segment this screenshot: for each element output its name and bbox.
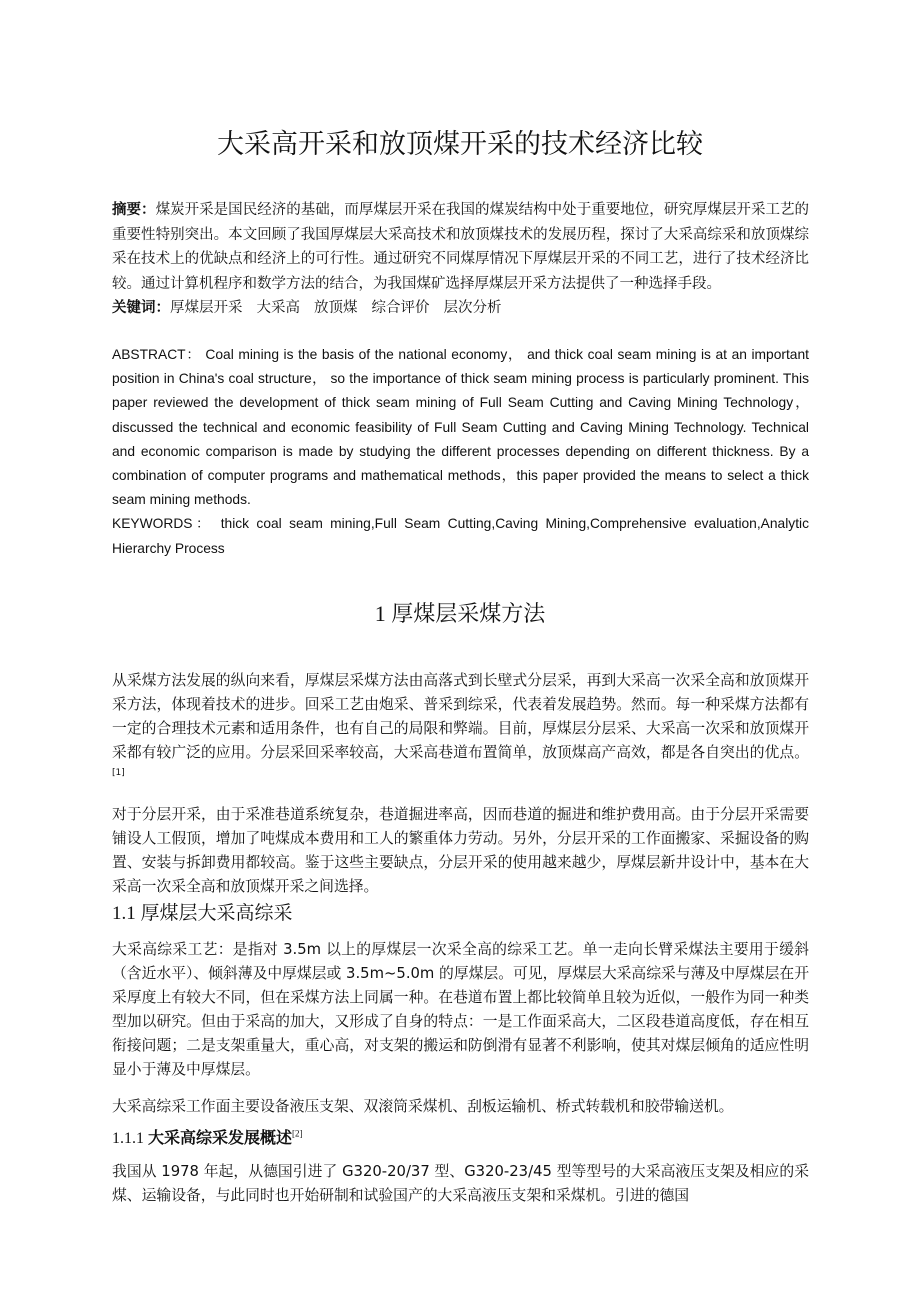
section-1-1-paragraph-2: 大采高综采工作面主要设备液压支架、双滚筒采煤机、刮板运输机、桥式转载机和胶带输送机。 xyxy=(112,1098,734,1115)
keywords-cn-label: 关键词： xyxy=(112,300,170,316)
keyword-cn-item: 厚煤层开采 xyxy=(170,300,243,316)
keywords-cn xyxy=(112,296,809,321)
keywords-en xyxy=(112,512,809,560)
section-1-1 xyxy=(112,899,809,929)
section-1-1-1-heading xyxy=(112,1126,809,1152)
section-title: 大采高综采发展概述 xyxy=(148,1130,293,1147)
section-1-paragraph-2: 对于分层开采，由于采准巷道系统复杂，巷道掘进率高，因而巷道的掘进和维护费用高。由于分层开采需要铺设人工假顶，增加了吨煤成本费用和工人的繁重体力劳动。另外，分层开采的工作面搬家、采掘设备的购置、安装与拆卸费用都较高。鉴于这些主要缺点，分层开采的使用越来越少，厚煤层新井设计中，基本在大采高一次采全高和放顶煤开采之间选择。 xyxy=(112,806,809,895)
abstract-en xyxy=(112,343,809,561)
keyword-cn-item: 综合评价 xyxy=(371,300,430,316)
abstract-cn-text: 煤炭开采是国民经济的基础，而厚煤层开采在我国的煤炭结构中处于重要地位，研究厚煤层开采工艺的重要性特别突出。本文回顾了我国厚煤层大采高技术和放顶煤技术的发展历程，探讨了大采高综采和放顶煤综采在技术上的优缺点和经济上的可行性。通过研究不同煤厚情况下厚煤层开采的不同工艺，进行了技术经济比较。通过计算机程序和数学方法的结合，为我国煤矿选择厚煤层开采方法提供了一种选择手段。 xyxy=(112,202,810,292)
abstract-cn-paragraph xyxy=(112,198,809,296)
citation-ref: [1] xyxy=(112,768,125,779)
keywords-en-text: thick coal seam mining,Full Seam Cutting,Caving Mining,Comprehensive evaluation,Analytic Hierarchy Process xyxy=(112,516,809,556)
abstract-cn xyxy=(112,198,809,321)
abstract-en-text: Coal mining is the basis of the national economy， and thick coal seam mining is at an important position in China's coal structure， so the importance of thick seam mining process is particularly prominent. This paper reviewed the development of thick seam mining of Full Seam Cutting and Caving Mining Technology，discussed the technical and economic feasibility of Full Seam Cutting and Caving Mining Technology. Technical and economic comparison is made by studying the different processes depending on different thickness. By a combination of computer programs and mathematical methods，this paper provided the means to select a thick seam mining methods. xyxy=(112,347,809,508)
section-1-body-2 xyxy=(112,803,809,899)
abstract-en-label: ABSTRACT： xyxy=(112,347,201,362)
section-1-body xyxy=(112,669,809,789)
abstract-cn-label: 摘要： xyxy=(112,202,156,218)
section-1-1-body xyxy=(112,938,809,1082)
abstract-en-paragraph xyxy=(112,343,809,512)
paper-title: 大采高开采和放顶煤开采的技术经济比较 xyxy=(217,129,703,159)
section-1-1-body-2 xyxy=(112,1095,809,1119)
section-1-1-paragraph-1: 大采高综采工艺：是指对 3.5m 以上的厚煤层一次采全高的综采工艺。单一走向长臂采煤法主要用于缓斜（含近水平）、倾斜薄及中厚煤层或 3.5m~5.0m 的厚煤层。可见，厚煤层大采高综采与薄及中厚煤层在开采厚度上有较大不同，但在采煤方法上同属一种。在巷道布置上都比较简单且较为近似，一般作为同一种类型加以研究。但由于采高的加大，又形成了自身的特点：一是工作面采高大，二区段巷道高度低，存在相互衔接问题；二是支架重量大，重心高，对支架的搬运和防倒滑有显著不利影响，使其对煤层倾角的适应性明显小于薄及中厚煤层。 xyxy=(112,941,809,1078)
section-1-1-1 xyxy=(112,1126,809,1152)
section-1-paragraph-1: 从采煤方法发展的纵向来看，厚煤层采煤方法由高落式到长壁式分层采，再到大采高一次采全高和放顶煤开采方法，体现着技术的进步。回采工艺由炮采、普采到综采，代表着发展趋势。然而。每一种采煤方法都有一定的合理技术元素和适用条件，也有自己的局限和弊端。目前，厚煤层分层采、大采高一次采和放顶煤开采都有较广泛的应用。分层采回采率较高，大采高巷道布置简单，放顶煤高产高效，都是各自突出的优点。[1] xyxy=(112,672,809,779)
section-1-1-1-body xyxy=(112,1160,809,1208)
keyword-cn-item: 放顶煤 xyxy=(314,300,358,316)
keywords-en-label: KEYWORDS： xyxy=(112,516,214,532)
section-1-1-1-paragraph-1: 我国从 1978 年起，从德国引进了 G320-20/37 型、G320-23/45 型等型号的大采高液压支架及相应的采煤、运输设备，与此同时也开始研制和试验国产的大采高液压支架和采煤机。引进的德国 xyxy=(112,1163,809,1204)
section-1-heading: 1 厚煤层采煤方法 xyxy=(374,601,546,626)
keyword-cn-item: 大采高 xyxy=(256,300,300,316)
citation-ref: [2] xyxy=(292,1128,303,1139)
keyword-cn-item: 层次分析 xyxy=(443,300,502,316)
section-1-1-heading: 1.1 厚煤层大采高综采 xyxy=(112,903,293,924)
section-number: 1.1.1 xyxy=(112,1130,144,1147)
